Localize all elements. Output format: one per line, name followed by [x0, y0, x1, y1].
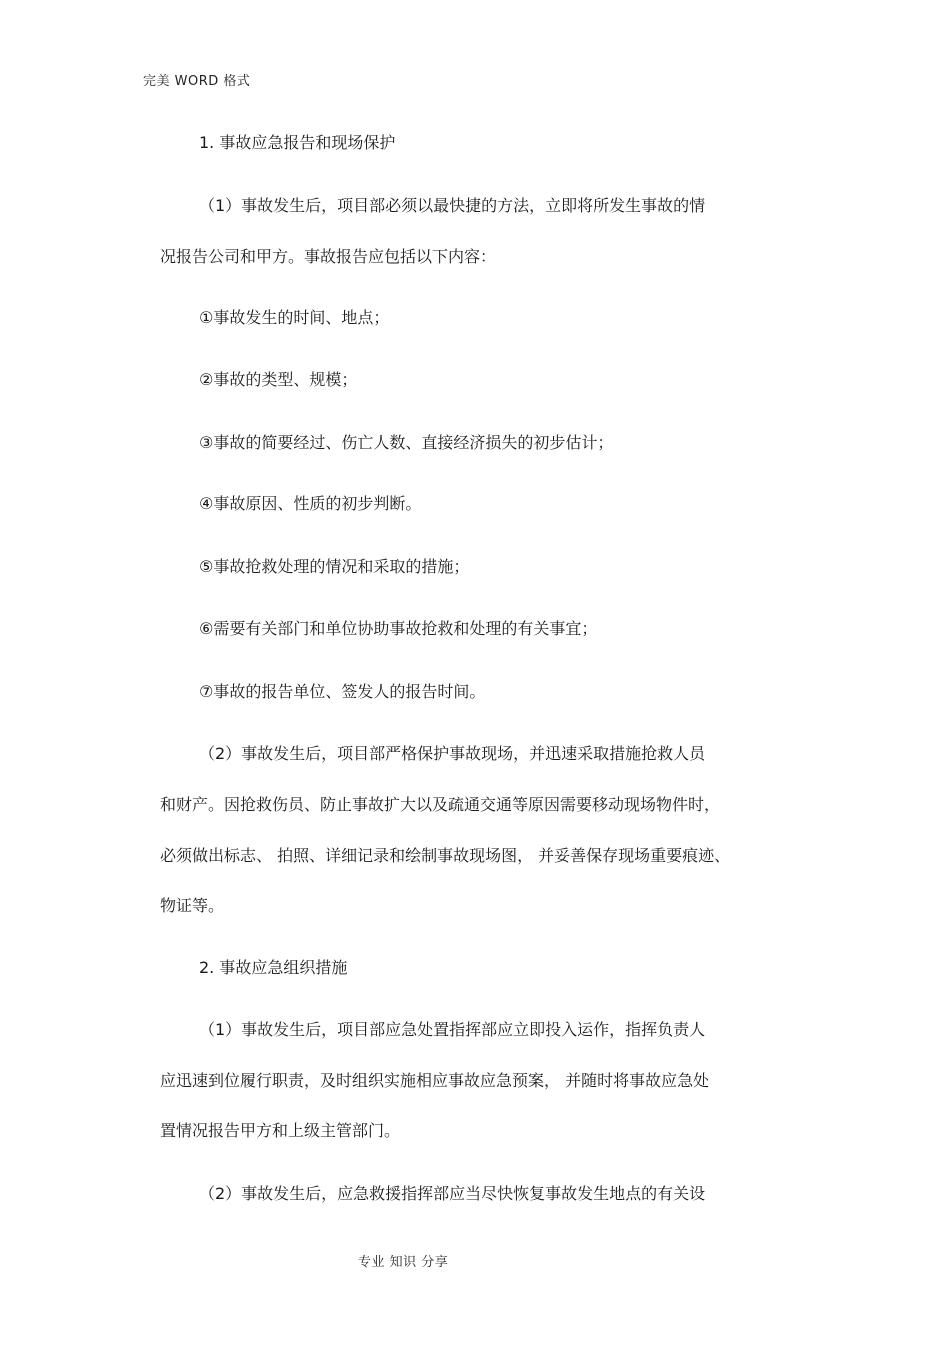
list-item: ③事故的简要经过、伤亡人数、直接经济损失的初步估计；: [199, 433, 614, 452]
section-1-para-2-line-3: 必须做出标志、 拍照、详细记录和绘制事故现场图， 并妥善保存现场重要痕迹、: [160, 846, 731, 865]
section-1-heading: 1. 事故应急报告和现场保护: [199, 133, 396, 152]
section-2-para-2-line-1: （2）事故发生后，应急救援指挥部应当尽快恢复事故发生地点的有关设: [199, 1184, 706, 1203]
section-1-para-1-line-1: （1）事故发生后，项目部必须以最快捷的方法，立即将所发生事故的情: [199, 196, 706, 215]
section-2-heading: 2. 事故应急组织措施: [199, 958, 348, 977]
page-footer: 专业 知识 分享: [358, 1255, 449, 1270]
section-1-para-2-line-1: （2）事故发生后，项目部严格保护事故现场，并迅速采取措施抢救人员: [199, 744, 706, 763]
section-2-para-1-line-2: 应迅速到位履行职责，及时组织实施相应事故应急预案， 并随时将事故应急处: [160, 1071, 710, 1090]
list-item: ⑤事故抢救处理的情况和采取的措施；: [199, 557, 470, 576]
list-item: ②事故的类型、规模；: [199, 370, 358, 389]
list-item: ④事故原因、性质的初步判断。: [199, 494, 422, 513]
section-2-para-1-line-3: 置情况报告甲方和上级主管部门。: [160, 1121, 401, 1140]
section-1-para-2-line-4: 物证等。: [160, 896, 225, 915]
list-item: ⑥需要有关部门和单位协助事故抢救和处理的有关事宜；: [199, 619, 598, 638]
section-1-para-2-line-2: 和财产。因抢救伤员、防止事故扩大以及疏通交通等原因需要移动现场物件时，: [160, 795, 721, 814]
section-2-para-1-line-1: （1）事故发生后，项目部应急处置指挥部应立即投入运作，指挥负责人: [199, 1020, 706, 1039]
section-1-para-1-line-2: 况报告公司和甲方。事故报告应包括以下内容：: [160, 247, 497, 266]
list-item: ⑦事故的报告单位、签发人的报告时间。: [199, 682, 486, 701]
list-item: ①事故发生的时间、地点；: [199, 308, 390, 327]
page-header: 完美 WORD 格式: [143, 74, 251, 89]
